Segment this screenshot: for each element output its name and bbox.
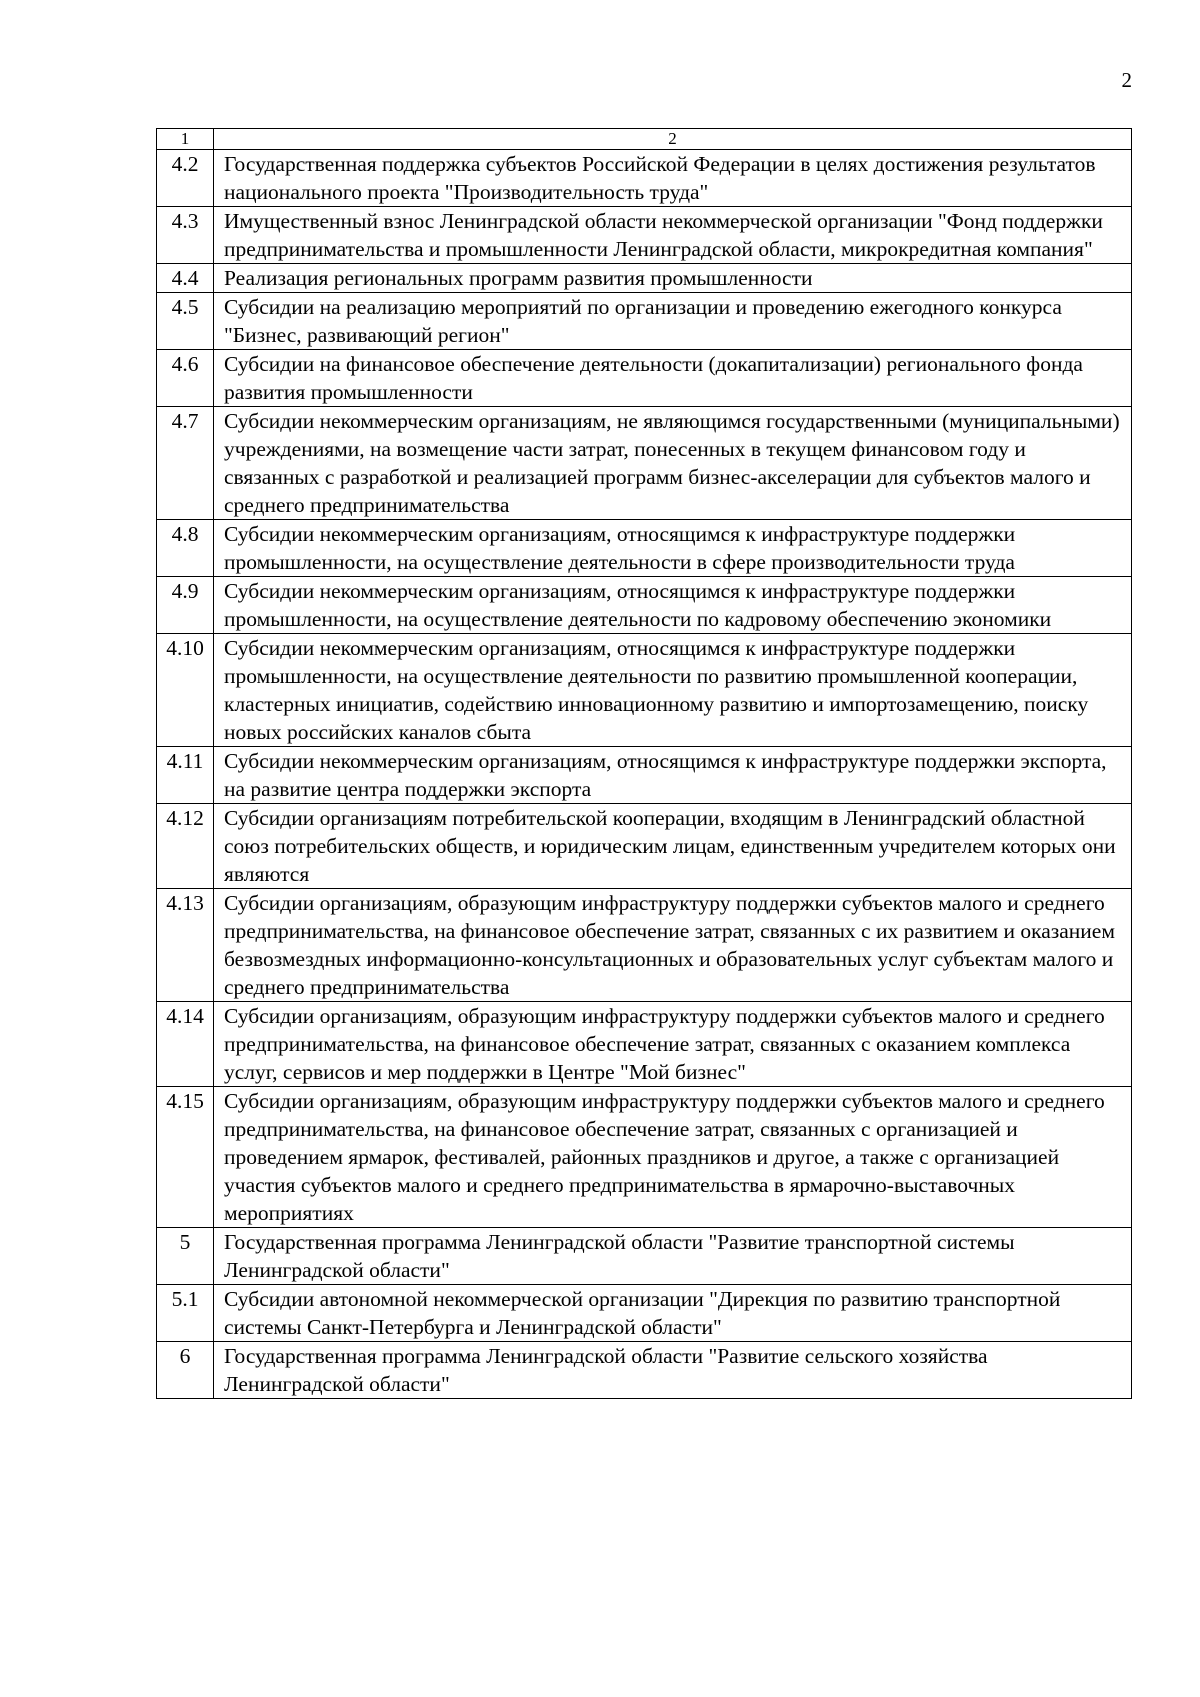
row-number: 4.3: [157, 207, 214, 264]
table-row: [157, 407, 1132, 520]
table-row: [157, 1285, 1132, 1342]
row-text: Государственная программа Ленинградской области "Развитие сельского хозяйства Ленинградской области": [214, 1342, 1132, 1399]
row-text: Субсидии на финансовое обеспечение деятельности (докапитализации) регионального фонда развития промышленности: [214, 350, 1132, 407]
table-row: [157, 1228, 1132, 1285]
table-row: [157, 293, 1132, 350]
row-text: Реализация региональных программ развития промышленности: [214, 264, 1132, 293]
table-row: [157, 1002, 1132, 1087]
table-row: [157, 520, 1132, 577]
table-header-row: [157, 129, 1132, 150]
programs-table: [156, 128, 1132, 1399]
row-number: 6: [157, 1342, 214, 1399]
row-number: 4.10: [157, 634, 214, 747]
row-text: Субсидии на реализацию мероприятий по организации и проведению ежегодного конкурса "Бизнес, развивающий регион": [214, 293, 1132, 350]
row-number: 4.4: [157, 264, 214, 293]
row-number: 4.2: [157, 150, 214, 207]
row-number: 4.14: [157, 1002, 214, 1087]
row-text: Субсидии некоммерческим организациям, относящимся к инфраструктуре поддержки промышленности, на осуществление деятельности по развитию промышленной кооперации, кластерных инициатив, содействию инновационному развитию и импортозамещению, поиску новых российских каналов сбыта: [214, 634, 1132, 747]
table-body: [157, 129, 1132, 1399]
row-number: 4.11: [157, 747, 214, 804]
row-number: 4.15: [157, 1087, 214, 1228]
row-text: Имущественный взнос Ленинградской области некоммерческой организации "Фонд поддержки предпринимательства и промышленности Ленинградской области, микрокредитная компания": [214, 207, 1132, 264]
table-row: [157, 747, 1132, 804]
row-number: 4.6: [157, 350, 214, 407]
row-number: 4.5: [157, 293, 214, 350]
row-text: Субсидии организациям потребительской кооперации, входящим в Ленинградский областной союз потребительских обществ, и юридическим лицам, единственным учредителем которых они являются: [214, 804, 1132, 889]
row-text: Субсидии некоммерческим организациям, относящимся к инфраструктуре поддержки промышленности, на осуществление деятельности по кадровому обеспечению экономики: [214, 577, 1132, 634]
row-text: Субсидии организациям, образующим инфраструктуру поддержки субъектов малого и среднего предпринимательства, на финансовое обеспечение затрат, связанных с оказанием комплекса услуг, сервисов и мер поддержки в Центре "Мой бизнес": [214, 1002, 1132, 1087]
row-text: Субсидии некоммерческим организациям, относящимся к инфраструктуре поддержки экспорта, на развитие центра поддержки экспорта: [214, 747, 1132, 804]
row-text: Субсидии автономной некоммерческой организации "Дирекция по развитию транспортной системы Санкт-Петербурга и Ленинградской области": [214, 1285, 1132, 1342]
table-row: [157, 577, 1132, 634]
page-number: 2: [1121, 68, 1132, 92]
table-row: [157, 264, 1132, 293]
table-row: [157, 889, 1132, 1002]
table-row: [157, 634, 1132, 747]
row-text: Государственная поддержка субъектов Российской Федерации в целях достижения результатов национального проекта "Производительность труда": [214, 150, 1132, 207]
table-row: [157, 1342, 1132, 1399]
table-row: [157, 350, 1132, 407]
row-text: Субсидии организациям, образующим инфраструктуру поддержки субъектов малого и среднего предпринимательства, на финансовое обеспечение затрат, связанных с организацией и проведением ярмарок, фестивалей, районных праздников и другое, а также с организацией участия субъектов малого и среднего предпринимательства в ярмарочно-выставочных мероприятиях: [214, 1087, 1132, 1228]
row-number: 4.8: [157, 520, 214, 577]
table-row: [157, 1087, 1132, 1228]
row-number: 4.12: [157, 804, 214, 889]
row-text: Государственная программа Ленинградской области "Развитие транспортной системы Ленинградской области": [214, 1228, 1132, 1285]
row-text: Субсидии некоммерческим организациям, относящимся к инфраструктуре поддержки промышленности, на осуществление деятельности в сфере производительности труда: [214, 520, 1132, 577]
row-number: 5.1: [157, 1285, 214, 1342]
table-row: [157, 207, 1132, 264]
table-row: [157, 804, 1132, 889]
row-text: Субсидии некоммерческим организациям, не являющимся государственными (муниципальными) учреждениями, на возмещение части затрат, понесенных в текущем финансовом году и связанных с разработкой и реализацией программ бизнес-акселерации для субъектов малого и среднего предпринимательства: [214, 407, 1132, 520]
table-row: [157, 150, 1132, 207]
header-col-1: 1: [157, 129, 214, 150]
row-number: 5: [157, 1228, 214, 1285]
row-number: 4.7: [157, 407, 214, 520]
header-col-2: 2: [214, 129, 1132, 150]
row-number: 4.13: [157, 889, 214, 1002]
row-number: 4.9: [157, 577, 214, 634]
row-text: Субсидии организациям, образующим инфраструктуру поддержки субъектов малого и среднего предпринимательства, на финансовое обеспечение затрат, связанных с их развитием и оказанием безвозмездных информационно-консультационных и образовательных услуг субъектам малого и среднего предпринимательства: [214, 889, 1132, 1002]
